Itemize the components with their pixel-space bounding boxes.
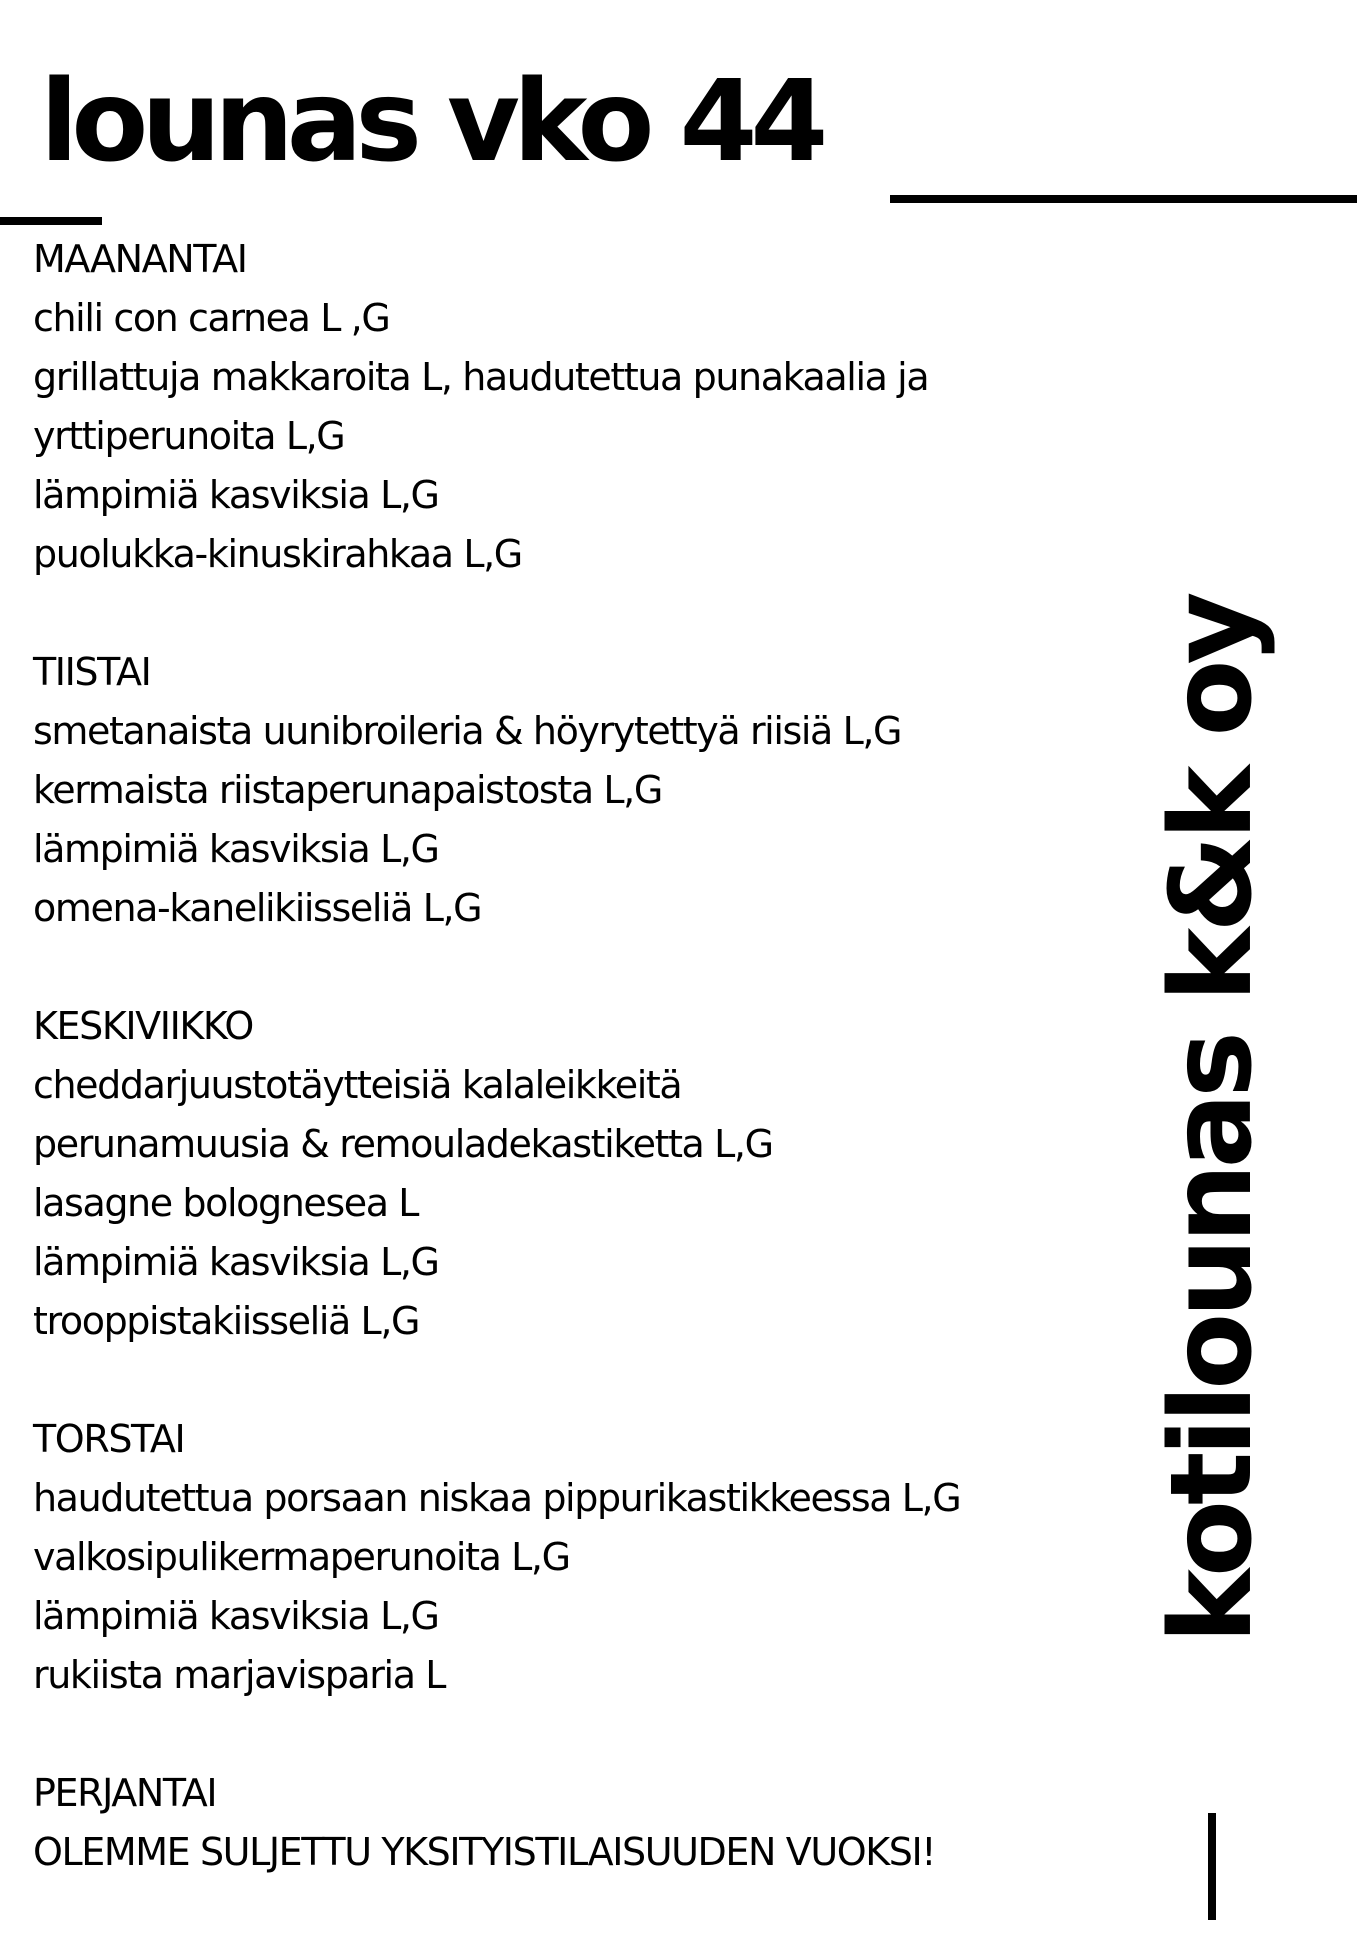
brand-name: kotilounas k&k oy bbox=[1147, 596, 1277, 1644]
weekly-menu bbox=[33, 230, 1133, 1941]
menu-item: chili con carnea L ,G bbox=[33, 296, 390, 340]
menu-item: kermaista riistaperunapaistosta L,G bbox=[33, 768, 662, 812]
menu-item: cheddarjuustotäytteisiä kalaleikkeitä bbox=[33, 1063, 682, 1107]
menu-item: rukiista marjavisparia L bbox=[33, 1653, 446, 1697]
day-wednesday bbox=[33, 997, 1133, 1351]
day-heading: MAANANTAI bbox=[33, 237, 247, 281]
menu-item: omena-kanelikiisseliä L,G bbox=[33, 886, 482, 930]
day-friday bbox=[33, 1764, 1133, 1882]
day-heading: TORSTAI bbox=[33, 1417, 185, 1461]
menu-item: lämpimiä kasviksia L,G bbox=[33, 473, 439, 517]
day-heading: TIISTAI bbox=[33, 650, 151, 694]
day-thursday bbox=[33, 1410, 1133, 1705]
menu-item: smetanaista uunibroileria & höyrytettyä riisiä L,G bbox=[33, 709, 902, 753]
menu-item: lämpimiä kasviksia L,G bbox=[33, 1240, 439, 1284]
menu-item: haudutettua porsaan niskaa pippurikastikkeessa L,G bbox=[33, 1476, 961, 1520]
divider-bottom-right bbox=[1208, 1813, 1216, 1920]
divider-top-left bbox=[0, 217, 102, 225]
menu-item: lasagne bolognesea L bbox=[33, 1181, 419, 1225]
menu-item: grillattuja makkaroita L, haudutettua punakaalia ja bbox=[33, 355, 929, 399]
divider-top-right bbox=[890, 195, 1357, 203]
menu-item: lämpimiä kasviksia L,G bbox=[33, 827, 439, 871]
menu-item: puolukka-kinuskirahkaa L,G bbox=[33, 532, 522, 576]
menu-item: perunamuusia & remouladekastiketta L,G bbox=[33, 1122, 773, 1166]
page-title: lounas vko 44 bbox=[40, 57, 822, 187]
day-heading: KESKIVIIKKO bbox=[33, 1004, 253, 1048]
day-heading: PERJANTAI bbox=[33, 1771, 217, 1815]
day-tuesday bbox=[33, 643, 1133, 938]
menu-item: lämpimiä kasviksia L,G bbox=[33, 1594, 439, 1638]
menu-item: yrttiperunoita L,G bbox=[33, 414, 345, 458]
menu-item: valkosipulikermaperunoita L,G bbox=[33, 1535, 570, 1579]
day-monday bbox=[33, 230, 1133, 584]
menu-item: trooppistakiisseliä L,G bbox=[33, 1299, 420, 1343]
menu-item: OLEMME SULJETTU YKSITYISTILAISUUDEN VUOKSI! bbox=[33, 1830, 936, 1874]
